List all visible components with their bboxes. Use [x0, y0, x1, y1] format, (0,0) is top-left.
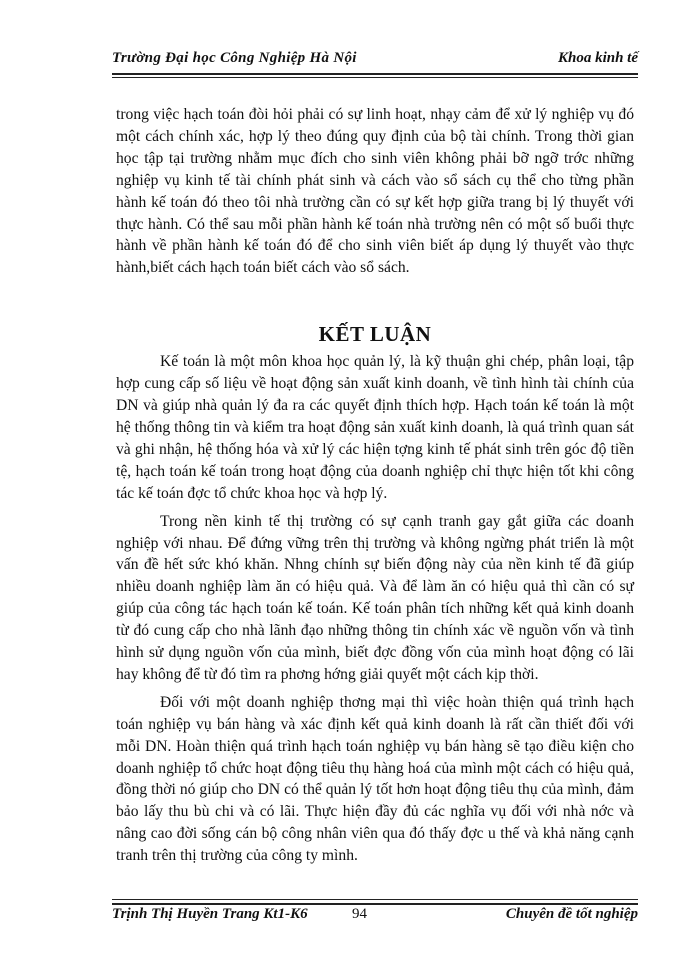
page-number: 94	[352, 906, 367, 922]
page-header	[112, 48, 638, 70]
header-school-name: Trường Đại học Công Nghiệp Hà Nội	[112, 50, 357, 66]
conclusion-paragraph-3: Đối với một doanh nghiệp thơng mại thì việc hoàn thiện quá trình hạch toán nghiệp vụ bán hàng và xác định kết quả kinh doanh là rất cần thiết đối với mỗi DN. Hoàn thiện quá trình hạch toán nghiệp vụ bán hàng sẽ tạo điều kiện cho doanh nghiệp tổ chức hoạt động tiêu thụ hàng hoá của mình một cách có hiệu quả, đồng thời nó giúp cho DN có thể quản lý tốt hơn hoạt động tiêu thụ của mình, đảm bảo lấy thu bù chi và có lãi. Thực hiện đầy đủ các nghĩa vụ đối với nhà nớc và nâng cao đời sống cán bộ công nhân viên qua đó thấy đợc u thế và khả năng cạnh tranh trên thị trường của công ty mình.	[116, 693, 634, 865]
header-faculty-name: Khoa kinh tế	[557, 50, 638, 66]
header-rule-thin	[112, 77, 638, 78]
footer-author: Trịnh Thị Huyền Trang Kt1-K6	[112, 906, 308, 922]
footer-rule-thin	[112, 899, 638, 900]
header-rule	[112, 73, 638, 75]
intro-paragraph: trong việc hạch toán đòi hỏi phải có sự linh hoạt, nhạy cảm để xử lý nghiệp vụ đó một cách chính xác, hợp lý theo đúng quy định của bộ tài chính. Trong thời gian học tập tại trường nhằm mục đích cho sinh viên không phải bỡ ngỡ trớc những nghiệp vụ kinh tế tài chính phát sinh và cách vào sổ sách cụ thể cho từng phần hành kế toán đó theo tôi nhà trường cần có sự kết hợp giữa trang bị lý thuyết với thực hành. Có thể sau mỗi phần hành kế toán nhà trường nên có một số buổi thực hành về phần hành kế toán đó để cho sinh viên biết áp dụng lý thuyết vào thực hành,biết cách hạch toán biết cách vào sổ sách.	[116, 106, 634, 277]
conclusion-paragraph-1: Kế toán là một môn khoa học quản lý, là kỹ thuận ghi chép, phân loại, tập hợp cung cấp số liệu về hoạt động sản xuất kinh doanh, về tình hình tài chính của DN và giúp nhà quản lý đa ra các quyết định thích hợp. Hạch toán kế toán là một hệ thống thông tin và kiểm tra hoạt động sản xuất kinh doanh, là quá trình quan sát và ghi nhận, hệ thống hóa và xử lý các hiện tợng kinh tế phát sinh trên góc độ tiền tệ, hạch toán kế toán trong hoạt động của doanh nghiệp chỉ thực hiện tốt khi công tác kế toán đợc tổ chức khoa học và hợp lý.	[116, 353, 634, 502]
footer-doc-type: Chuyên đề tốt nghiệp	[505, 906, 638, 922]
page-footer	[112, 906, 638, 930]
footer-rule	[112, 903, 638, 905]
page-body	[116, 104, 634, 867]
section-title: KẾT LUẬN	[318, 322, 432, 347]
conclusion-paragraph-2: Trong nền kinh tế thị trường có sự cạnh tranh gay gắt giữa các doanh nghiệp với nhau. Để đứng vững trên thị trường và không ngừng phát triển là một vấn đề hết sức khó khăn. Nhng chính sự biến động này của nền kinh tế đã giúp nhiều doanh nghiệp làm ăn có hiệu quả. Và để làm ăn có hiệu quả thì cần có sự giúp của công tác hạch toán kế toán. Kế toán phân tích những kết quả kinh doanh từ đó cung cấp cho nhà lãnh đạo những thông tin chính xác về nguồn vốn và tình hình sử dụng nguồn vốn của mình, biết đợc đồng vốn của mình hoạt động có lãi hay không để từ đó tìm ra phơng hớng giải quyết một cách kịp thời.	[116, 512, 634, 683]
